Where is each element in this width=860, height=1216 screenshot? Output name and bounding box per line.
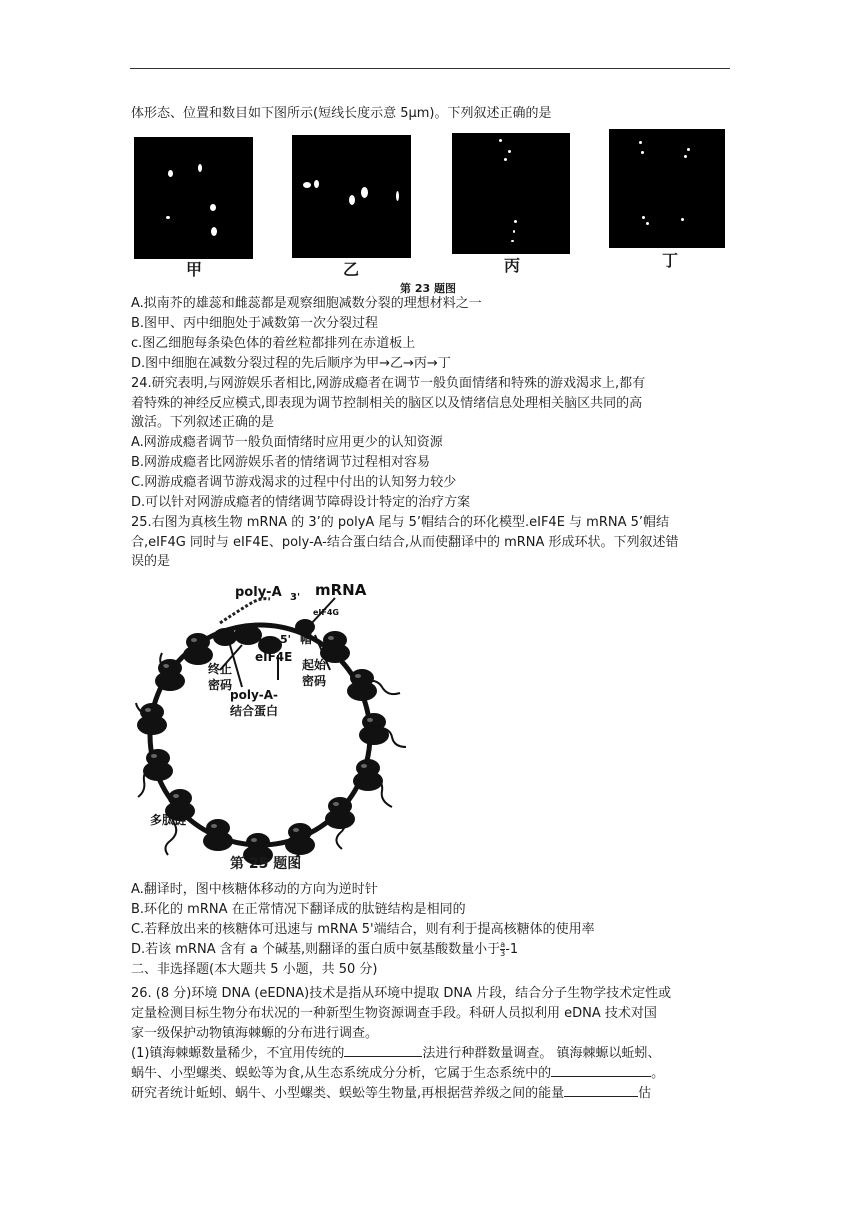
ribosome: [183, 633, 213, 665]
micrograph-jia: [134, 137, 253, 259]
section-2-heading: 二、非选择题(本大题共 5 小题，共 50 分): [131, 962, 378, 977]
label-peptide: 多肽链: [150, 813, 187, 827]
panel-label-yi: 乙: [342, 260, 359, 279]
q24-stem-3: 激活。下列叙述正确的是: [131, 415, 275, 430]
q25-stem-3: 误的是: [131, 554, 171, 569]
label-poly-a: poly-A: [235, 585, 282, 600]
ribosome: [203, 819, 233, 851]
q24-stem-2: 着特殊的神经反应模式,即表现为调节控制相关的脑区以及情绪信息处理相关脑区共同的高: [131, 396, 643, 411]
q25-option-b: B.环化的 mRNA 在正常情况下翻译成的肽链结构是相同的: [131, 902, 466, 917]
q23-option-b: B.图甲、丙中细胞处于减数第一次分裂过程: [131, 316, 379, 331]
poly-a-tail: [220, 599, 270, 623]
pabp-protein: [213, 628, 237, 646]
label-mrna: mRNA: [315, 581, 367, 599]
q26-line-6: 研究者统计蚯蚓、蜗牛、小型螺类、蜈蚣等生物量,再根据营养级之间的能量 估: [131, 1086, 652, 1101]
label-stop-1: 终止: [208, 662, 233, 676]
answer-blank-3[interactable]: [564, 1084, 638, 1097]
panel-label-jia: 甲: [185, 260, 202, 279]
panel-label-bing: 丙: [503, 256, 520, 275]
q24-option-b: B.网游成瘾者比网游娱乐者的情绪调节过程相对容易: [131, 455, 431, 470]
ribosome: [137, 703, 167, 735]
micrograph-ding: [609, 129, 725, 248]
q26-line-1: 26. (8 分)环境 DNA (eEDNA)技术是指从环境中提取 DNA 片段，结合分子生物学技术定性或: [131, 986, 672, 1001]
mrna-circularization-figure: [130, 575, 430, 875]
q24-option-c: C.网游成瘾者调节游戏渴求的过程中付出的认知努力较少: [131, 475, 457, 490]
label-pabp-1: poly-A-: [230, 688, 279, 702]
q25-option-a: A.翻译时，图中核糖体移动的方向为逆时针: [131, 882, 378, 897]
q26-line-4: (1)镇海棘螈数量稀少，不宜用传统的 法进行种群数量调查。 镇海棘螈以蚯蚓、: [131, 1046, 661, 1061]
q25-option-c: C.若释放出来的核糖体可迅速与 mRNA 5'端结合，则有利于提高核糖体的使用率: [131, 922, 595, 937]
micrograph-yi: [292, 135, 411, 258]
label-start-1: 起始: [302, 658, 327, 672]
label-stop-2: 密码: [208, 678, 233, 692]
ribosome: [347, 669, 377, 701]
q25-stem-2: 合,eIF4G 同时与 eIF4E、poly-A-结合蛋白结合,从而使翻译中的 mRNA 形成环状。下列叙述错: [131, 535, 679, 550]
label-3-prime: 3': [290, 592, 301, 603]
q26-line-5: 蜗牛、小型螺类、蜈蚣等为食,从生态系统成分分析，它属于生态系统中的 。: [131, 1066, 665, 1081]
q25-option-d: D.若该 mRNA 含有 a 个碱基,则翻译的蛋白质中氨基酸数量小于 $\frac{a}{3}$ -1: [131, 940, 519, 958]
ribosome: [155, 659, 185, 691]
header-rule: [130, 68, 730, 69]
label-eif4g: eIF4G: [313, 608, 339, 617]
ribosome: [325, 797, 355, 829]
q25-caption: 第 25 题图: [230, 856, 302, 872]
panel-label-ding: 丁: [661, 251, 678, 270]
label-eif4e: eIF4E: [255, 650, 293, 664]
ribosome: [143, 749, 173, 781]
q24-option-d: D.可以针对网游成瘾者的情绪调节障碍设计特定的治疗方案: [131, 495, 471, 510]
fraction-a-over-3: $\frac{a}{3}$: [500, 940, 506, 958]
label-pabp-2: 结合蛋白: [230, 704, 279, 718]
micrograph-bing: [452, 133, 570, 254]
q24-option-a: A.网游成瘾者调节一般负面情绪时应用更少的认知资源: [131, 435, 443, 450]
q23-option-c: c.图乙细胞每条染色体的着丝粒都排列在赤道板上: [131, 336, 416, 351]
label-cap: 帽: [300, 632, 313, 646]
q23-caption: 第 23 题图: [400, 282, 456, 295]
q23-option-d: D.图中细胞在减数分裂过程的先后顺序为甲→乙→丙→丁: [131, 356, 451, 371]
q23-intro: 体形态、位置和数目如下图所示(短线长度示意 5μm)。下列叙述正确的是: [131, 106, 552, 121]
label-5-prime-b: 5': [280, 633, 292, 646]
ribosome: [353, 759, 383, 791]
label-5-prime-a: 5': [258, 637, 270, 650]
answer-blank-2[interactable]: [551, 1064, 651, 1077]
answer-blank-1[interactable]: [344, 1044, 422, 1057]
label-start-2: 密码: [302, 674, 327, 688]
q26-line-3: 家一级保护动物镇海棘螈的分布进行调查。: [131, 1026, 379, 1041]
q25-stem-1: 25.右图为真核生物 mRNA 的 3’的 polyA 尾与 5’帽结合的环化模型.eIF4E 与 mRNA 5’帽结: [131, 515, 670, 530]
q24-stem-1: 24.研究表明,与网游娱乐者相比,网游成瘾者在调节一般负面情绪和特殊的游戏渴求上,都有: [131, 376, 646, 391]
q23-option-a: A.拟南芥的雄蕊和雌蕊都是观察细胞减数分裂的理想材料之一: [131, 296, 482, 311]
q26-line-2: 定量检测目标生物分布状况的一种新型生物资源调查手段。科研人员拟利用 eDNA 技术对国: [131, 1006, 657, 1021]
